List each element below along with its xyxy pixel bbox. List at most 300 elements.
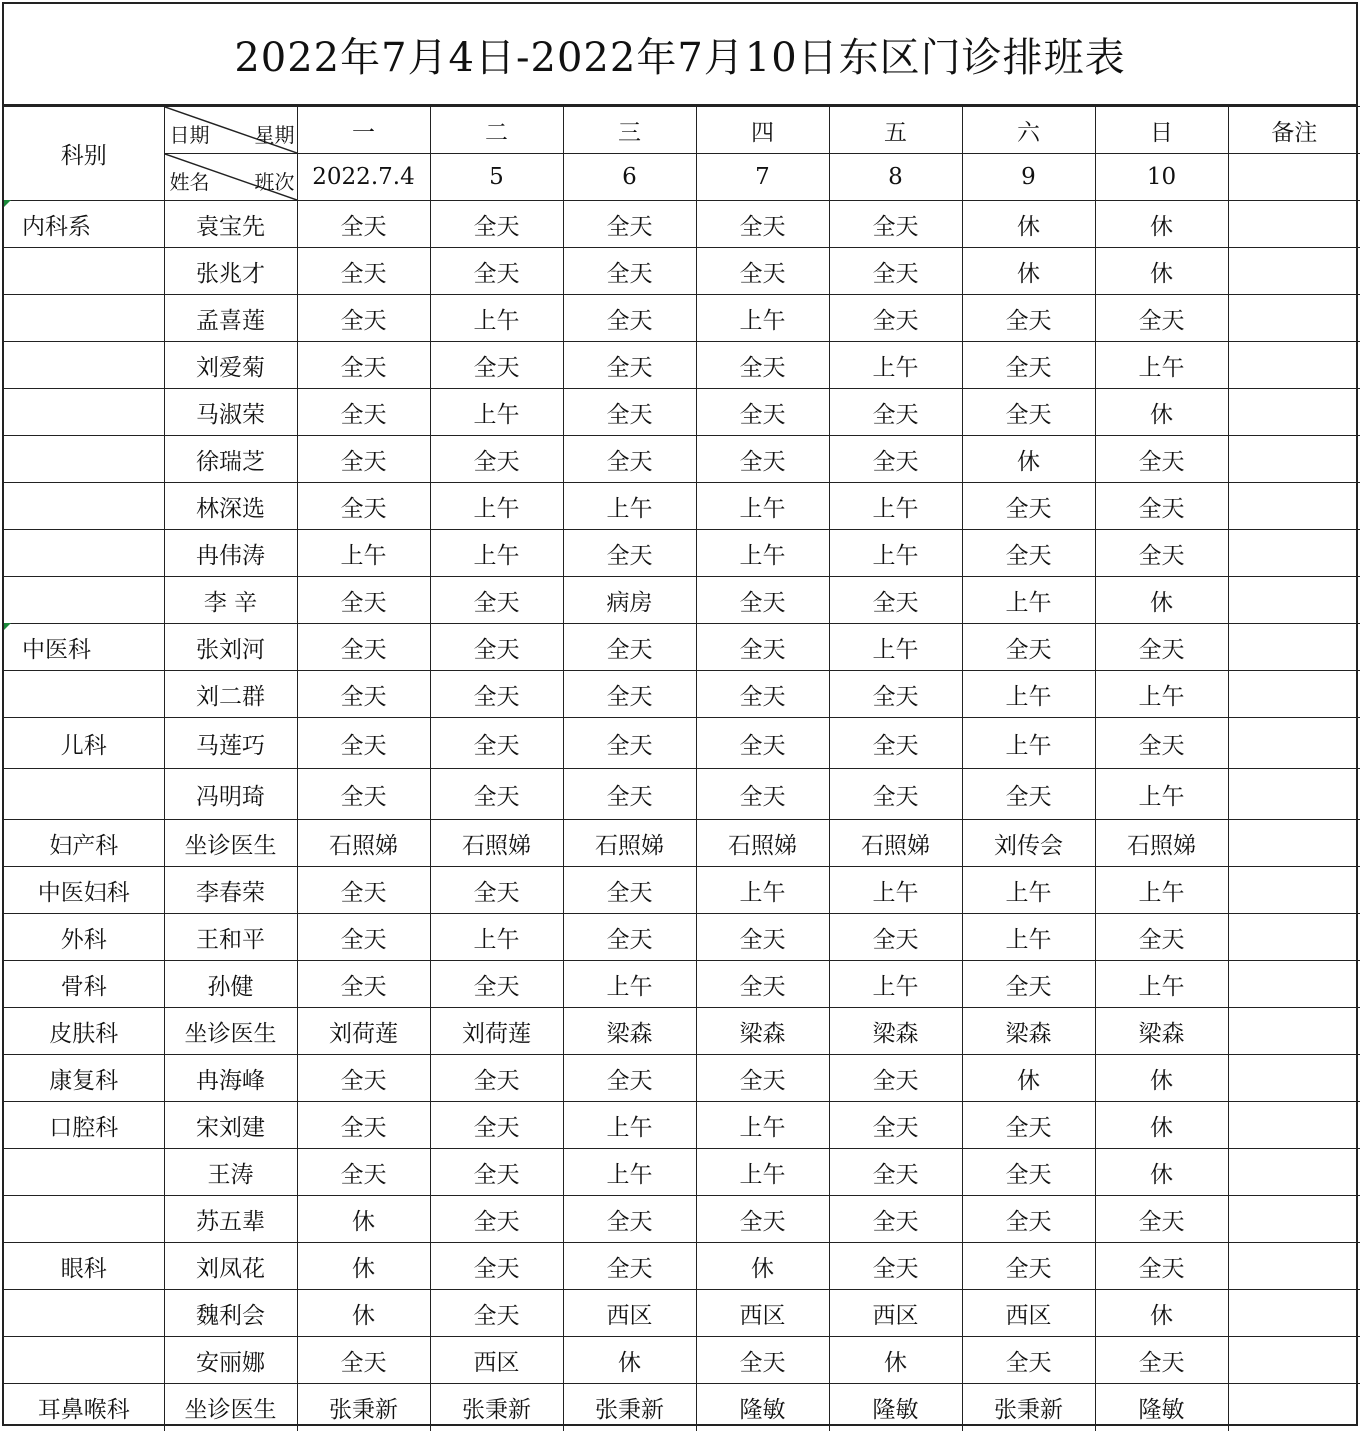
shift-cell: 上午 — [829, 867, 962, 914]
shift-cell: 全天 — [563, 1243, 696, 1290]
shift-cell: 全天 — [829, 436, 962, 483]
shift-cell: 全天 — [297, 671, 430, 718]
dept-cell: 骨科 — [4, 961, 164, 1008]
dept-cell — [4, 248, 164, 295]
shift-cell: 石照娣 — [297, 820, 430, 867]
remarks-cell — [1228, 624, 1360, 671]
shift-cell: 上午 — [696, 295, 829, 342]
doctor-name-cell: 冉伟涛 — [164, 530, 297, 577]
page-title: 2022年7月4日-2022年7月10日东区门诊排班表 — [4, 4, 1356, 106]
shift-cell: 病房 — [563, 577, 696, 624]
shift-cell: 全天 — [563, 295, 696, 342]
dept-cell: 中医科 — [4, 624, 164, 671]
shift-cell: 刘荷莲 — [297, 1008, 430, 1055]
doctor-name-cell: 林深选 — [164, 483, 297, 530]
dept-cell: 口腔科 — [4, 1102, 164, 1149]
doctor-name-cell: 宋刘建 — [164, 1102, 297, 1149]
table-row — [4, 577, 1360, 624]
shift-cell: 休 — [962, 1055, 1095, 1102]
shift-cell: 全天 — [297, 624, 430, 671]
shift-cell: 隆敏 — [1095, 1384, 1228, 1431]
shift-cell: 上午 — [430, 483, 563, 530]
dept-cell — [4, 1196, 164, 1243]
shift-cell: 全天 — [297, 867, 430, 914]
shift-cell: 全天 — [1095, 718, 1228, 769]
weekday-cell: 六 — [962, 107, 1095, 154]
shift-cell: 上午 — [430, 389, 563, 436]
shift-cell: 全天 — [297, 577, 430, 624]
shift-cell: 全天 — [696, 961, 829, 1008]
shift-cell: 全天 — [1095, 295, 1228, 342]
doctor-name-cell: 坐诊医生 — [164, 1008, 297, 1055]
shift-cell: 休 — [696, 1243, 829, 1290]
shift-cell: 全天 — [829, 248, 962, 295]
cell-comment-marker — [4, 623, 11, 630]
shift-cell: 石照娣 — [829, 820, 962, 867]
table-row — [4, 1008, 1360, 1055]
remarks-header: 备注 — [1228, 107, 1360, 154]
shift-cell: 全天 — [962, 389, 1095, 436]
shift-cell: 休 — [297, 1290, 430, 1337]
shift-cell: 全天 — [696, 769, 829, 820]
table-row — [4, 389, 1360, 436]
header-row-weekday — [4, 107, 1360, 154]
shift-cell: 全天 — [563, 624, 696, 671]
shift-cell: 全天 — [962, 1243, 1095, 1290]
shift-cell: 张秉新 — [563, 1384, 696, 1431]
shift-cell: 西区 — [962, 1290, 1095, 1337]
shift-cell: 上午 — [430, 914, 563, 961]
table-row — [4, 1243, 1360, 1290]
shift-cell: 张秉新 — [297, 1384, 430, 1431]
shift-cell: 上午 — [563, 483, 696, 530]
shift-cell: 全天 — [430, 1290, 563, 1337]
doctor-name-cell: 马莲巧 — [164, 718, 297, 769]
shift-cell: 全天 — [297, 769, 430, 820]
shift-cell: 全天 — [297, 718, 430, 769]
shift-cell: 全天 — [696, 577, 829, 624]
shift-cell: 石照娣 — [430, 820, 563, 867]
shift-cell: 上午 — [696, 483, 829, 530]
shift-cell: 休 — [1095, 389, 1228, 436]
shift-cell: 上午 — [696, 1102, 829, 1149]
shift-cell: 上午 — [1095, 961, 1228, 1008]
doctor-name-cell: 王涛 — [164, 1149, 297, 1196]
doctor-name-cell: 孟喜莲 — [164, 295, 297, 342]
schedule-sheet — [2, 2, 1358, 1426]
shift-cell: 全天 — [696, 201, 829, 248]
shift-cell: 全天 — [696, 1196, 829, 1243]
shift-cell: 休 — [563, 1337, 696, 1384]
weekday-cell: 五 — [829, 107, 962, 154]
shift-cell: 张秉新 — [962, 1384, 1095, 1431]
shift-cell: 休 — [1095, 577, 1228, 624]
shift-cell: 上午 — [962, 671, 1095, 718]
shift-cell: 全天 — [430, 1055, 563, 1102]
dept-cell — [4, 671, 164, 718]
doctor-name-cell: 刘凤花 — [164, 1243, 297, 1290]
shift-cell: 石照娣 — [563, 820, 696, 867]
shift-cell: 全天 — [696, 624, 829, 671]
remarks-cell — [1228, 1008, 1360, 1055]
shift-cell: 刘传会 — [962, 820, 1095, 867]
shift-cell: 全天 — [297, 295, 430, 342]
shift-cell: 梁森 — [1095, 1008, 1228, 1055]
shift-cell: 全天 — [962, 1102, 1095, 1149]
shift-cell: 全天 — [563, 1055, 696, 1102]
dept-cell: 耳鼻喉科 — [4, 1384, 164, 1431]
table-row — [4, 1149, 1360, 1196]
shift-cell: 上午 — [829, 483, 962, 530]
shift-cell: 石照娣 — [696, 820, 829, 867]
shift-cell: 张秉新 — [430, 1384, 563, 1431]
shift-cell: 全天 — [430, 961, 563, 1008]
doctor-name-cell: 安丽娜 — [164, 1337, 297, 1384]
table-row — [4, 914, 1360, 961]
table-row — [4, 671, 1360, 718]
shift-cell: 全天 — [297, 961, 430, 1008]
shift-cell: 上午 — [563, 1102, 696, 1149]
dept-cell — [4, 483, 164, 530]
shift-cell: 全天 — [696, 671, 829, 718]
dept-cell — [4, 295, 164, 342]
shift-cell: 全天 — [829, 577, 962, 624]
shift-cell: 上午 — [829, 624, 962, 671]
doctor-name-cell: 李 辛 — [164, 577, 297, 624]
shift-cell: 全天 — [829, 718, 962, 769]
shift-cell: 全天 — [430, 1196, 563, 1243]
dept-cell: 外科 — [4, 914, 164, 961]
shift-cell: 全天 — [1095, 1243, 1228, 1290]
shift-cell: 全天 — [696, 389, 829, 436]
shift-cell: 梁森 — [829, 1008, 962, 1055]
shift-cell: 全天 — [563, 389, 696, 436]
shift-cell: 全天 — [1095, 483, 1228, 530]
remarks-cell — [1228, 867, 1360, 914]
shift-cell: 上午 — [696, 867, 829, 914]
shift-cell: 上午 — [297, 530, 430, 577]
table-row — [4, 718, 1360, 769]
shift-cell: 休 — [1095, 1055, 1228, 1102]
remarks-cell — [1228, 914, 1360, 961]
doctor-name-cell: 魏利会 — [164, 1290, 297, 1337]
shift-cell: 全天 — [297, 436, 430, 483]
shift-cell: 全天 — [297, 248, 430, 295]
doctor-name-cell: 马淑荣 — [164, 389, 297, 436]
dept-header: 科别 — [4, 107, 164, 201]
dept-cell — [4, 1149, 164, 1196]
dept-cell: 眼科 — [4, 1243, 164, 1290]
shift-cell: 全天 — [696, 1055, 829, 1102]
shift-cell: 全天 — [563, 671, 696, 718]
shift-cell: 上午 — [1095, 342, 1228, 389]
shift-cell: 全天 — [696, 1337, 829, 1384]
shift-cell: 上午 — [829, 342, 962, 389]
remarks-cell — [1228, 671, 1360, 718]
shift-cell: 全天 — [297, 1055, 430, 1102]
diag-name-label: 姓名 — [169, 170, 210, 194]
shift-cell: 全天 — [962, 961, 1095, 1008]
shift-cell: 全天 — [829, 295, 962, 342]
dept-cell: 内科系 — [4, 201, 164, 248]
shift-cell: 全天 — [430, 867, 563, 914]
shift-cell: 全天 — [962, 1149, 1095, 1196]
shift-cell: 隆敏 — [829, 1384, 962, 1431]
shift-cell: 上午 — [430, 530, 563, 577]
date-cell: 2022.7.4 — [297, 154, 430, 201]
weekday-cell: 三 — [563, 107, 696, 154]
shift-cell: 上午 — [563, 961, 696, 1008]
shift-cell: 刘荷莲 — [430, 1008, 563, 1055]
shift-cell: 全天 — [563, 530, 696, 577]
remarks-cell — [1228, 718, 1360, 769]
shift-cell: 全天 — [297, 1337, 430, 1384]
shift-cell: 全天 — [829, 1102, 962, 1149]
shift-cell: 全天 — [829, 914, 962, 961]
shift-cell: 休 — [297, 1196, 430, 1243]
shift-cell: 上午 — [829, 961, 962, 1008]
shift-cell: 休 — [1095, 248, 1228, 295]
shift-cell: 全天 — [297, 483, 430, 530]
shift-cell: 全天 — [1095, 1337, 1228, 1384]
shift-cell: 全天 — [297, 914, 430, 961]
shift-cell: 休 — [829, 1337, 962, 1384]
date-cell: 8 — [829, 154, 962, 201]
table-row — [4, 1102, 1360, 1149]
shift-cell: 全天 — [563, 1196, 696, 1243]
doctor-name-cell: 冯明琦 — [164, 769, 297, 820]
table-row — [4, 295, 1360, 342]
doctor-name-cell: 王和平 — [164, 914, 297, 961]
table-row — [4, 769, 1360, 820]
shift-cell: 全天 — [297, 389, 430, 436]
doctor-name-cell: 张兆才 — [164, 248, 297, 295]
shift-cell: 全天 — [297, 1102, 430, 1149]
remarks-cell — [1228, 1196, 1360, 1243]
dept-cell — [4, 769, 164, 820]
dept-cell: 康复科 — [4, 1055, 164, 1102]
date-cell: 9 — [962, 154, 1095, 201]
dept-cell — [4, 342, 164, 389]
doctor-name-cell: 坐诊医生 — [164, 820, 297, 867]
remarks-cell — [1228, 248, 1360, 295]
shift-cell: 全天 — [962, 342, 1095, 389]
dept-cell — [4, 436, 164, 483]
shift-cell: 全天 — [962, 483, 1095, 530]
cell-comment-marker — [4, 200, 11, 207]
shift-cell: 全天 — [430, 1243, 563, 1290]
doctor-name-cell: 苏五辈 — [164, 1196, 297, 1243]
shift-cell: 全天 — [962, 1196, 1095, 1243]
shift-cell: 全天 — [430, 671, 563, 718]
doctor-name-cell: 坐诊医生 — [164, 1384, 297, 1431]
shift-cell: 上午 — [1095, 867, 1228, 914]
remarks-cell — [1228, 769, 1360, 820]
shift-cell: 上午 — [696, 1149, 829, 1196]
remarks-cell — [1228, 1149, 1360, 1196]
doctor-name-cell: 刘二群 — [164, 671, 297, 718]
shift-cell: 全天 — [1095, 1196, 1228, 1243]
shift-cell: 全天 — [430, 1149, 563, 1196]
table-row — [4, 867, 1360, 914]
doctor-name-cell: 袁宝先 — [164, 201, 297, 248]
shift-cell: 休 — [1095, 1102, 1228, 1149]
shift-cell: 全天 — [962, 1337, 1095, 1384]
shift-cell: 全天 — [829, 671, 962, 718]
table-row — [4, 1196, 1360, 1243]
header-row-date — [4, 154, 1360, 201]
shift-cell: 休 — [1095, 201, 1228, 248]
remarks-cell — [1228, 530, 1360, 577]
shift-cell: 全天 — [696, 436, 829, 483]
doctor-name-cell: 刘爱菊 — [164, 342, 297, 389]
shift-cell: 全天 — [829, 1149, 962, 1196]
shift-cell: 全天 — [430, 248, 563, 295]
shift-cell: 全天 — [430, 769, 563, 820]
shift-cell: 全天 — [829, 769, 962, 820]
shift-cell: 全天 — [430, 436, 563, 483]
dept-cell: 皮肤科 — [4, 1008, 164, 1055]
doctor-name-cell: 冉海峰 — [164, 1055, 297, 1102]
date-cell: 10 — [1095, 154, 1228, 201]
shift-cell: 全天 — [962, 769, 1095, 820]
shift-cell: 全天 — [563, 718, 696, 769]
remarks-cell — [1228, 483, 1360, 530]
shift-cell: 全天 — [563, 769, 696, 820]
doctor-name-cell: 孙健 — [164, 961, 297, 1008]
shift-cell: 全天 — [297, 1149, 430, 1196]
table-row — [4, 201, 1360, 248]
shift-cell: 休 — [962, 201, 1095, 248]
shift-cell: 上午 — [1095, 671, 1228, 718]
weekday-cell: 一 — [297, 107, 430, 154]
weekday-cell: 四 — [696, 107, 829, 154]
shift-cell: 上午 — [962, 914, 1095, 961]
remarks-cell — [1228, 1055, 1360, 1102]
shift-cell: 上午 — [563, 1149, 696, 1196]
shift-cell: 全天 — [430, 201, 563, 248]
table-row — [4, 1055, 1360, 1102]
remarks-cell — [1228, 342, 1360, 389]
shift-cell: 全天 — [1095, 530, 1228, 577]
remarks-cell — [1228, 820, 1360, 867]
shift-cell: 隆敏 — [696, 1384, 829, 1431]
shift-cell: 梁森 — [563, 1008, 696, 1055]
shift-cell: 上午 — [829, 530, 962, 577]
dept-cell: 儿科 — [4, 718, 164, 769]
remarks-cell — [1228, 1243, 1360, 1290]
shift-cell: 休 — [962, 436, 1095, 483]
dept-cell — [4, 1290, 164, 1337]
shift-cell: 全天 — [962, 295, 1095, 342]
shift-cell: 梁森 — [962, 1008, 1095, 1055]
shift-cell: 西区 — [696, 1290, 829, 1337]
table-row — [4, 1384, 1360, 1431]
shift-cell: 石照娣 — [1095, 820, 1228, 867]
shift-cell: 上午 — [430, 295, 563, 342]
remarks-cell — [1228, 154, 1360, 201]
table-row — [4, 436, 1360, 483]
shift-cell: 全天 — [829, 1196, 962, 1243]
remarks-cell — [1228, 201, 1360, 248]
table-row — [4, 248, 1360, 295]
date-cell: 6 — [563, 154, 696, 201]
table-row — [4, 961, 1360, 1008]
shift-cell: 全天 — [962, 624, 1095, 671]
shift-cell: 上午 — [696, 530, 829, 577]
shift-cell: 全天 — [829, 201, 962, 248]
shift-cell: 全天 — [962, 530, 1095, 577]
shift-cell: 全天 — [563, 436, 696, 483]
remarks-cell — [1228, 1384, 1360, 1431]
remarks-cell — [1228, 436, 1360, 483]
diag-date-label: 日期 — [169, 123, 210, 147]
schedule-table — [4, 106, 1360, 1431]
date-cell: 7 — [696, 154, 829, 201]
remarks-cell — [1228, 1102, 1360, 1149]
shift-cell: 全天 — [696, 914, 829, 961]
table-row — [4, 1290, 1360, 1337]
shift-cell: 全天 — [297, 201, 430, 248]
table-row — [4, 624, 1360, 671]
shift-cell: 休 — [962, 248, 1095, 295]
shift-cell: 上午 — [962, 577, 1095, 624]
diag-header-top — [164, 107, 297, 154]
weekday-cell: 二 — [430, 107, 563, 154]
shift-cell: 西区 — [430, 1337, 563, 1384]
table-row — [4, 342, 1360, 389]
shift-cell: 上午 — [962, 867, 1095, 914]
shift-cell: 全天 — [430, 718, 563, 769]
shift-cell: 全天 — [563, 201, 696, 248]
dept-cell — [4, 389, 164, 436]
table-row — [4, 483, 1360, 530]
dept-cell: 妇产科 — [4, 820, 164, 867]
date-cell: 5 — [430, 154, 563, 201]
shift-cell: 全天 — [1095, 436, 1228, 483]
shift-cell: 西区 — [829, 1290, 962, 1337]
shift-cell: 全天 — [563, 248, 696, 295]
doctor-name-cell: 徐瑞芝 — [164, 436, 297, 483]
shift-cell: 休 — [297, 1243, 430, 1290]
shift-cell: 全天 — [696, 342, 829, 389]
dept-cell — [4, 1337, 164, 1384]
shift-cell: 全天 — [563, 867, 696, 914]
shift-cell: 全天 — [563, 914, 696, 961]
diag-shift-label: 班次 — [254, 170, 295, 194]
weekday-cell: 日 — [1095, 107, 1228, 154]
shift-cell: 西区 — [563, 1290, 696, 1337]
diag-header-bottom — [164, 154, 297, 201]
remarks-cell — [1228, 961, 1360, 1008]
shift-cell: 上午 — [962, 718, 1095, 769]
shift-cell: 全天 — [829, 1243, 962, 1290]
table-row — [4, 1337, 1360, 1384]
table-row — [4, 530, 1360, 577]
shift-cell: 上午 — [1095, 769, 1228, 820]
shift-cell: 全天 — [696, 718, 829, 769]
shift-cell: 全天 — [696, 248, 829, 295]
dept-cell — [4, 577, 164, 624]
diag-weekday-label: 星期 — [254, 123, 295, 147]
remarks-cell — [1228, 577, 1360, 624]
shift-cell: 休 — [1095, 1149, 1228, 1196]
remarks-cell — [1228, 295, 1360, 342]
doctor-name-cell: 李春荣 — [164, 867, 297, 914]
remarks-cell — [1228, 1290, 1360, 1337]
shift-cell: 全天 — [430, 1102, 563, 1149]
shift-cell: 全天 — [297, 342, 430, 389]
